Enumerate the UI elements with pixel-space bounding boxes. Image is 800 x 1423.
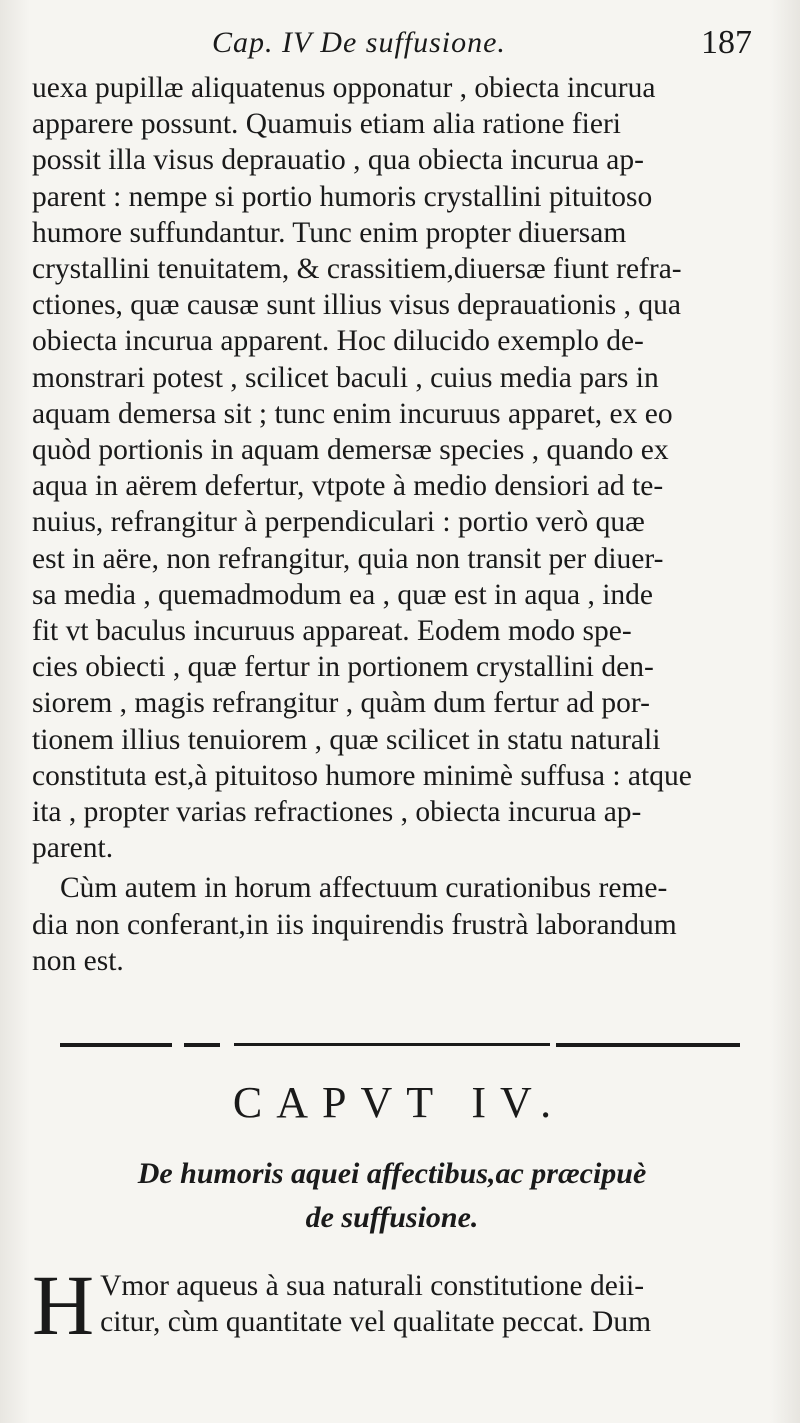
- text-line: humore suffundantur. Tunc enim propter diuersam: [32, 216, 627, 249]
- text-line: est in aëre, non refrangitur, quia non transit per diuer-: [32, 542, 664, 575]
- page-header: [32, 18, 752, 70]
- text-line: fit vt baculus incuruus appareat. Eodem modo spe-: [32, 615, 632, 648]
- page-number: 187: [701, 24, 752, 61]
- subtitle-line: De humoris aquei affectibus,ac præcipuè: [137, 1157, 647, 1191]
- text-line: aquam demersa sit ; tunc enim incuruus apparet, ex eo: [32, 397, 673, 430]
- text-line: siorem , magis refrangitur , quàm dum fertur ad por-: [32, 687, 650, 720]
- text-line: nuius, refrangitur à perpendiculari : portio verò quæ: [32, 506, 645, 539]
- text-line: parent.: [32, 832, 114, 865]
- running-head: Cap. IV De suffusione.: [212, 26, 506, 59]
- text-line: non est.: [32, 944, 124, 977]
- text-line: Vmor aqueus à sua naturali constitutione deii-: [100, 1270, 645, 1303]
- text-line: constituta est,à pituitoso humore minimè suffusa : atque: [32, 759, 692, 792]
- opening-paragraph: [32, 1257, 752, 1354]
- divider-segment: [234, 1043, 550, 1046]
- text-line: parent : nempe si portio humoris crystallini pituitoso: [32, 180, 653, 213]
- chapter-title: CAPVT IV.: [232, 1078, 566, 1128]
- text-line: aqua in aërem defertur, vtpote à medio densiori ad te-: [32, 470, 664, 503]
- text-line: possit illa visus deprauatio , qua obiecta incurua ap-: [32, 144, 644, 177]
- divider-segment: [556, 1043, 740, 1047]
- text-line: Cùm autem in horum affectuum curationibus reme-: [60, 872, 668, 905]
- divider-segment: [184, 1043, 220, 1047]
- text-line: uexa pupillæ aliquatenus opponatur , obiecta incurua: [32, 72, 656, 104]
- text-line: monstrari potest , scilicet baculi , cuius media pars in: [32, 361, 659, 394]
- text-line: tionem illius tenuiorem , quæ scilicet in statu naturali: [32, 723, 661, 756]
- text-line: ita , propter varias refractiones , obiecta incurua ap-: [32, 796, 642, 829]
- body-text: [32, 70, 752, 979]
- drop-cap: H: [32, 1257, 95, 1354]
- text-line: cies obiecti , quæ fertur in portionem crystallini den-: [32, 651, 654, 684]
- text-line: obiecta incurua apparent. Hoc dilucido exemplo de-: [32, 325, 644, 358]
- chapter-subtitle: [32, 1152, 752, 1240]
- text-line: crystallini tenuitatem, & crassitiem,diuersæ fiunt refra-: [32, 253, 682, 286]
- text-line: dia non conferant,in iis inquirendis frustrà laborandum: [32, 908, 677, 941]
- divider-segment: [60, 1043, 172, 1047]
- text-line: ctiones, quæ causæ sunt illius visus deprauationis , qua: [32, 289, 681, 322]
- text-line: citur, cùm quantitate vel qualitate peccat. Dum: [100, 1306, 652, 1339]
- paragraph-1: [32, 70, 752, 866]
- subtitle-line: de suffusione.: [305, 1201, 479, 1235]
- section-divider: [60, 1039, 752, 1051]
- paragraph-2: [32, 870, 752, 979]
- text-line: quòd portionis in aquam demersæ species , quando ex: [32, 434, 669, 467]
- text-line: sa media , quemadmodum ea , quæ est in aqua , inde: [32, 578, 653, 611]
- text-line: apparere possunt. Quamuis etiam alia ratione fieri: [32, 108, 621, 141]
